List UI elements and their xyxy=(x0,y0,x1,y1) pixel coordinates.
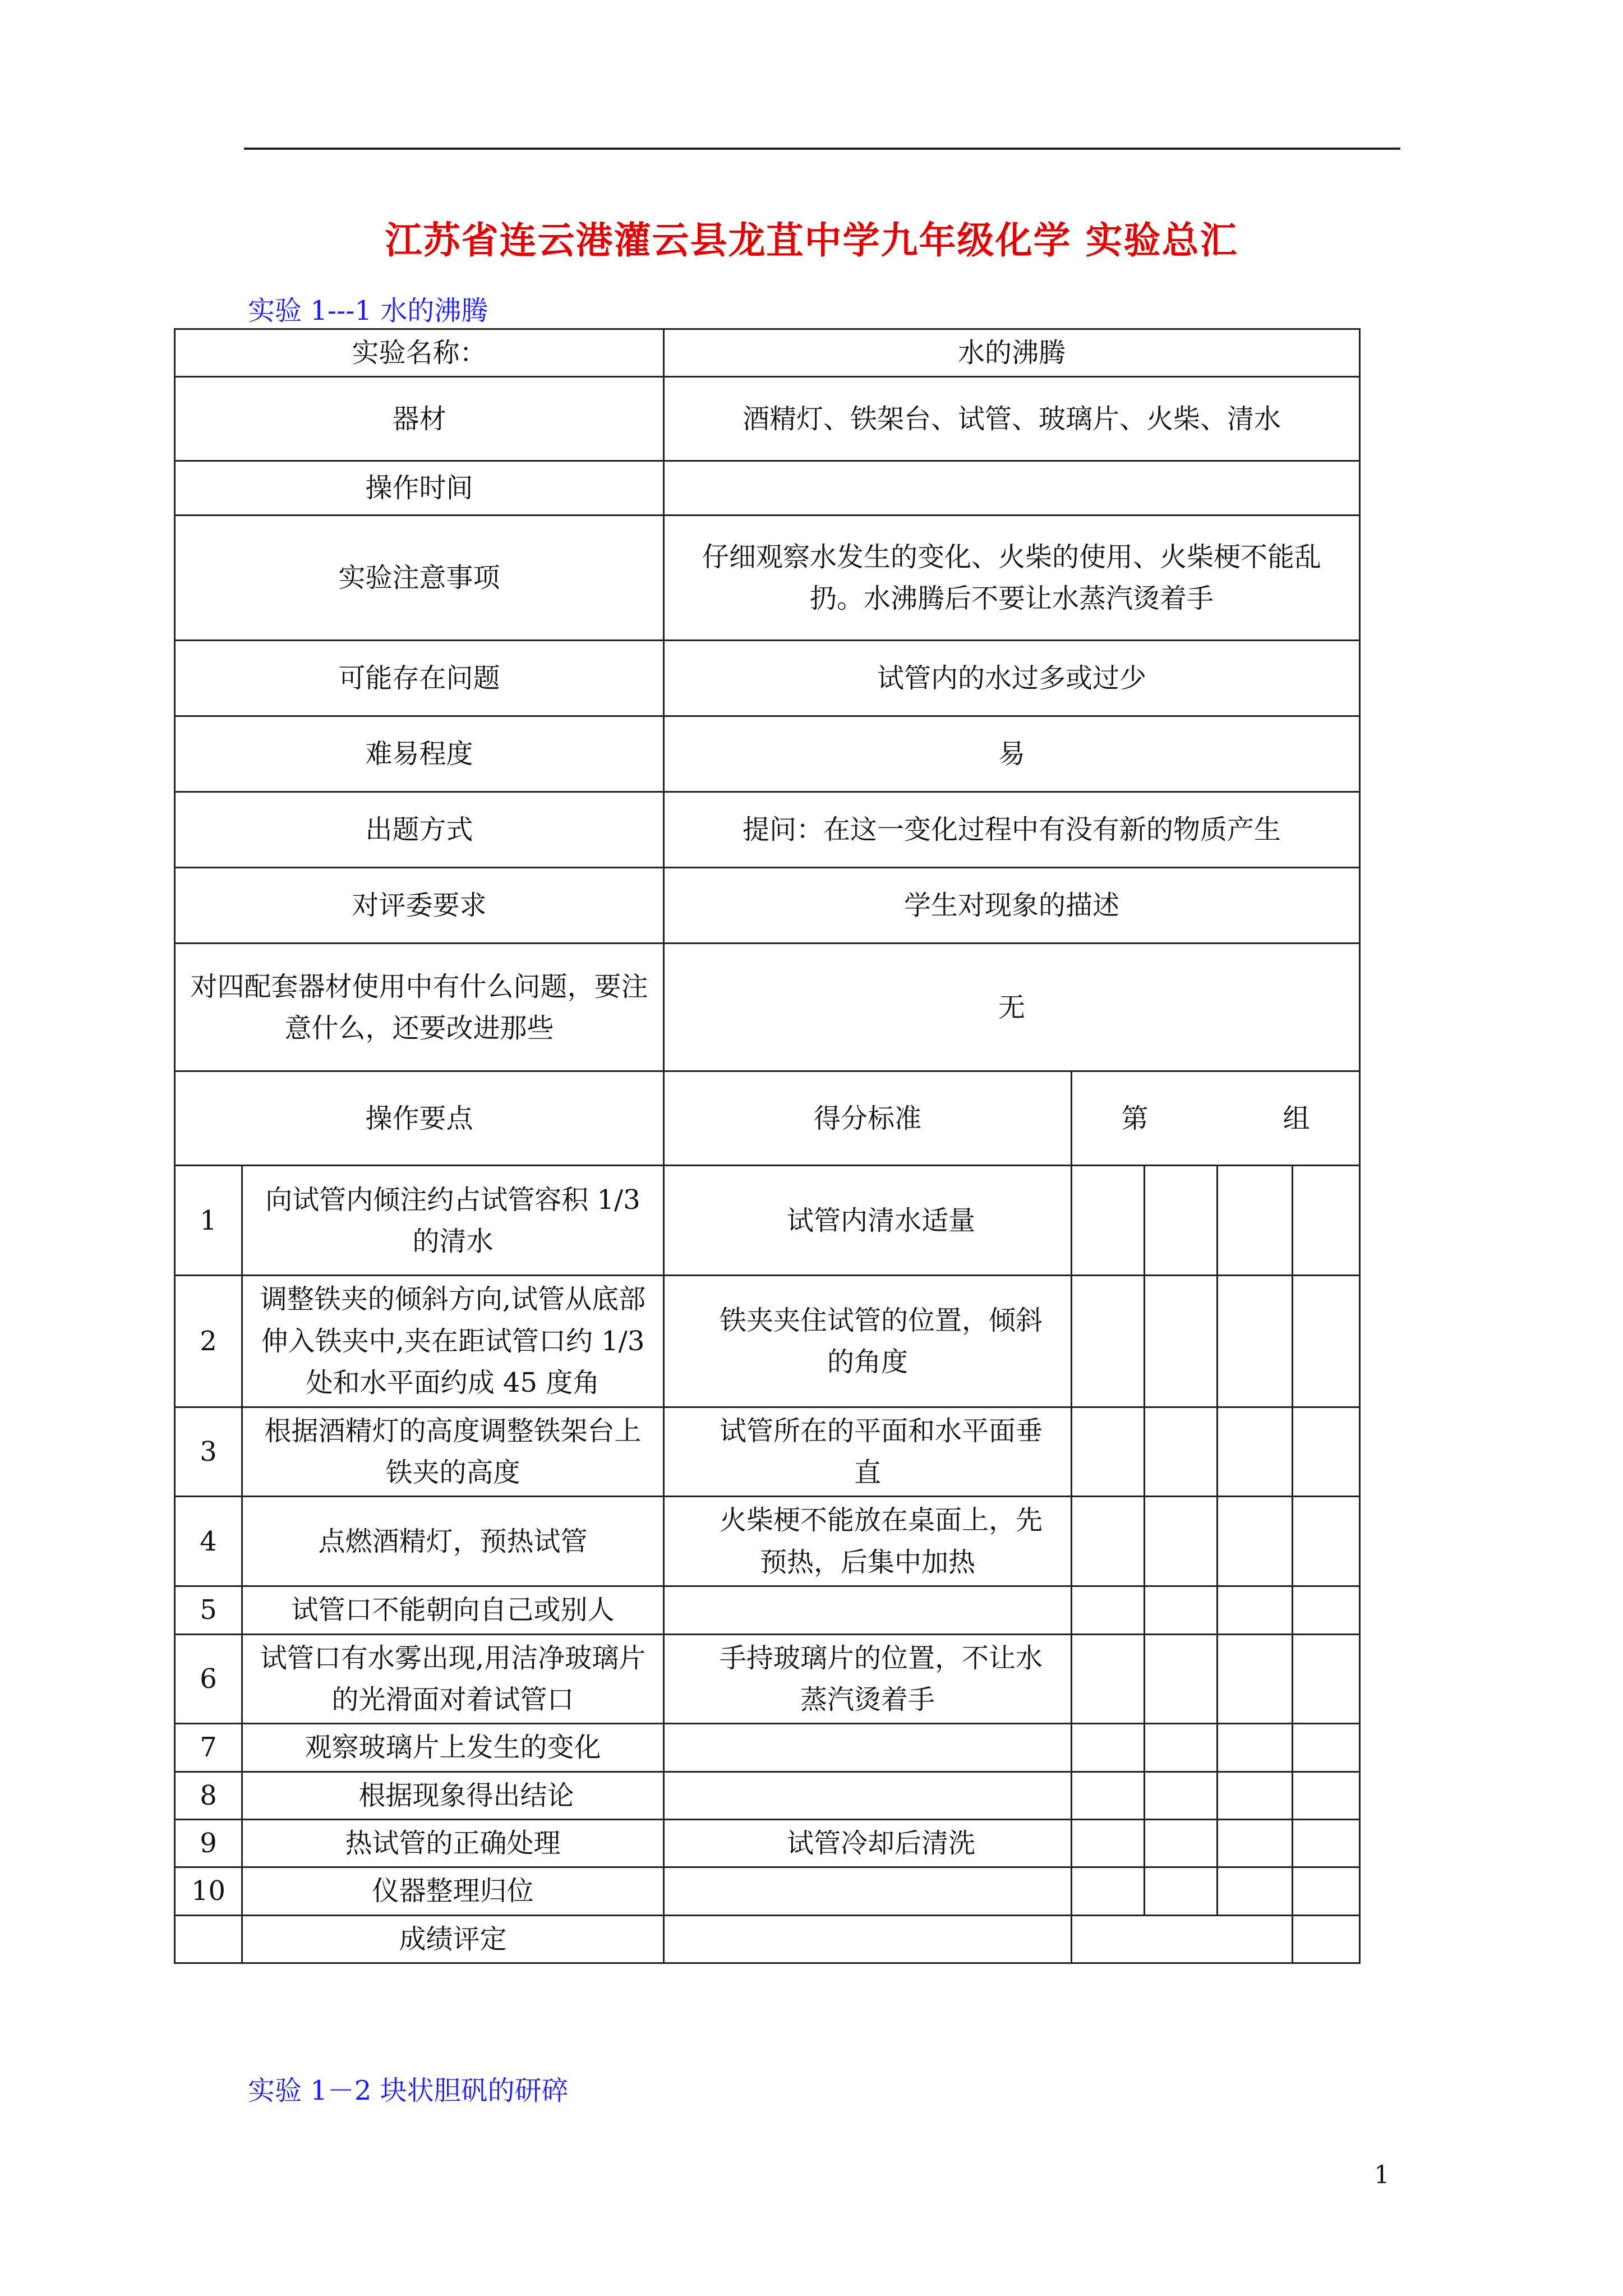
step-standard xyxy=(664,1772,1072,1819)
step-point: 仪器整理归位 xyxy=(242,1867,664,1915)
info-value: 无 xyxy=(664,944,1360,1071)
info-row xyxy=(175,792,1360,868)
step-standard xyxy=(664,1586,1072,1634)
info-row xyxy=(175,377,1360,461)
step-number: 8 xyxy=(175,1772,242,1819)
info-row xyxy=(175,641,1360,716)
step-standard xyxy=(664,1724,1072,1772)
experiment-table xyxy=(174,328,1361,1964)
score-cell[interactable] xyxy=(1072,1586,1145,1634)
score-cell[interactable] xyxy=(1293,1407,1360,1497)
info-row xyxy=(175,868,1360,944)
score-cell[interactable] xyxy=(1293,1586,1360,1634)
score-cell[interactable] xyxy=(1145,1166,1218,1276)
info-row xyxy=(175,944,1360,1071)
score-header-row xyxy=(175,1071,1360,1166)
step-row xyxy=(175,1166,1360,1276)
step-standard: 试管内清水适量 xyxy=(664,1166,1072,1276)
info-value: 仔细观察水发生的变化、火柴的使用、火柴梗不能乱扔。水沸腾后不要让水蒸汽烫着手 xyxy=(664,516,1360,641)
info-row xyxy=(175,461,1360,516)
grade-standard-cell xyxy=(664,1915,1072,1963)
step-point: 根据现象得出结论 xyxy=(242,1772,664,1819)
info-row xyxy=(175,716,1360,792)
step-row xyxy=(175,1634,1360,1724)
step-point: 试管口不能朝向自己或别人 xyxy=(242,1586,664,1634)
grade-score-cell[interactable] xyxy=(1072,1915,1293,1963)
score-cell[interactable] xyxy=(1293,1772,1360,1819)
info-value: 试管内的水过多或过少 xyxy=(664,641,1360,716)
score-cell[interactable] xyxy=(1072,1634,1145,1724)
section-title-experiment-1-1: 实验 1---1 水的沸腾 xyxy=(248,295,488,326)
score-cell[interactable] xyxy=(1072,1166,1145,1276)
score-cell[interactable] xyxy=(1072,1867,1145,1915)
score-cell[interactable] xyxy=(1218,1724,1293,1772)
score-cell[interactable] xyxy=(1293,1820,1360,1867)
grade-row xyxy=(175,1915,1360,1963)
step-point: 点燃酒精灯，预热试管 xyxy=(242,1497,664,1586)
score-cell[interactable] xyxy=(1072,1407,1145,1497)
step-point: 调整铁夹的倾斜方向,试管从底部伸入铁夹中,夹在距试管口约 1/3 处和水平面约成 45 度角 xyxy=(242,1276,664,1407)
score-cell[interactable] xyxy=(1218,1497,1293,1586)
step-point: 观察玻璃片上发生的变化 xyxy=(242,1724,664,1772)
step-number: 10 xyxy=(175,1867,242,1915)
step-number: 2 xyxy=(175,1276,242,1407)
step-number: 9 xyxy=(175,1820,242,1867)
score-cell[interactable] xyxy=(1218,1634,1293,1724)
header-group xyxy=(1072,1071,1360,1166)
info-value: 酒精灯、铁架台、试管、玻璃片、火柴、清水 xyxy=(664,377,1360,461)
info-label: 操作时间 xyxy=(175,461,664,516)
info-label: 难易程度 xyxy=(175,716,664,792)
info-row xyxy=(175,329,1360,377)
step-standard: 火柴梗不能放在桌面上，先预热，后集中加热 xyxy=(664,1497,1072,1586)
step-standard xyxy=(664,1867,1072,1915)
info-label: 器材 xyxy=(175,377,664,461)
score-cell[interactable] xyxy=(1218,1407,1293,1497)
step-row xyxy=(175,1586,1360,1634)
step-number: 3 xyxy=(175,1407,242,1497)
score-cell[interactable] xyxy=(1218,1586,1293,1634)
info-row xyxy=(175,516,1360,641)
info-value: 提问：在这一变化过程中有没有新的物质产生 xyxy=(664,792,1360,868)
score-cell[interactable] xyxy=(1218,1166,1293,1276)
info-value xyxy=(664,461,1360,516)
score-cell[interactable] xyxy=(1145,1867,1218,1915)
header-group-zu: 组 xyxy=(1283,1102,1310,1134)
step-point: 根据酒精灯的高度调整铁架台上铁夹的高度 xyxy=(242,1407,664,1497)
header-rule xyxy=(244,148,1400,150)
score-cell[interactable] xyxy=(1293,1634,1360,1724)
step-point: 热试管的正确处理 xyxy=(242,1820,664,1867)
info-value: 学生对现象的描述 xyxy=(664,868,1360,944)
score-cell[interactable] xyxy=(1145,1586,1218,1634)
score-cell[interactable] xyxy=(1072,1772,1145,1819)
step-standard: 手持玻璃片的位置，不让水蒸汽烫着手 xyxy=(664,1634,1072,1724)
step-row xyxy=(175,1820,1360,1867)
score-cell[interactable] xyxy=(1145,1634,1218,1724)
info-value: 易 xyxy=(664,716,1360,792)
header-operation-points: 操作要点 xyxy=(175,1071,664,1166)
step-number: 6 xyxy=(175,1634,242,1724)
score-cell[interactable] xyxy=(1145,1497,1218,1586)
score-cell[interactable] xyxy=(1293,1867,1360,1915)
score-cell[interactable] xyxy=(1145,1724,1218,1772)
step-row xyxy=(175,1867,1360,1915)
info-label: 实验名称： xyxy=(175,329,664,377)
info-label: 实验注意事项 xyxy=(175,516,664,641)
step-row xyxy=(175,1497,1360,1586)
info-value: 水的沸腾 xyxy=(664,329,1360,377)
score-cell[interactable] xyxy=(1072,1820,1145,1867)
info-label: 可能存在问题 xyxy=(175,641,664,716)
step-number: 7 xyxy=(175,1724,242,1772)
step-standard: 试管冷却后清洗 xyxy=(664,1820,1072,1867)
step-row xyxy=(175,1276,1360,1407)
score-cell[interactable] xyxy=(1145,1820,1218,1867)
score-cell[interactable] xyxy=(1293,1497,1360,1586)
score-cell[interactable] xyxy=(1293,1276,1360,1407)
page-number: 1 xyxy=(1374,2161,1390,2189)
score-cell[interactable] xyxy=(1072,1497,1145,1586)
document-title: 江苏省连云港灌云县龙苴中学九年级化学 实验总汇 xyxy=(385,219,1238,262)
step-row xyxy=(175,1724,1360,1772)
score-cell[interactable] xyxy=(1293,1915,1360,1963)
header-group-di: 第 xyxy=(1121,1102,1149,1134)
score-cell[interactable] xyxy=(1218,1276,1293,1407)
step-standard: 试管所在的平面和水平面垂直 xyxy=(664,1407,1072,1497)
score-cell[interactable] xyxy=(1293,1166,1360,1276)
score-cell[interactable] xyxy=(1072,1276,1145,1407)
info-label: 出题方式 xyxy=(175,792,664,868)
step-number: 1 xyxy=(175,1166,242,1276)
score-cell[interactable] xyxy=(1145,1772,1218,1819)
score-cell[interactable] xyxy=(1218,1820,1293,1867)
info-label: 对评委要求 xyxy=(175,868,664,944)
section-title-experiment-1-2: 实验 1－2 块状胆矾的研碎 xyxy=(248,2075,569,2106)
step-number: 4 xyxy=(175,1497,242,1586)
score-cell[interactable] xyxy=(1145,1407,1218,1497)
score-cell[interactable] xyxy=(1293,1724,1360,1772)
header-scoring-standard: 得分标准 xyxy=(664,1071,1072,1166)
step-point: 向试管内倾注约占试管容积 1/3 的清水 xyxy=(242,1166,664,1276)
score-cell[interactable] xyxy=(1218,1867,1293,1915)
grade-label: 成绩评定 xyxy=(242,1915,664,1963)
step-row xyxy=(175,1407,1360,1497)
score-cell[interactable] xyxy=(1072,1724,1145,1772)
step-number: 5 xyxy=(175,1586,242,1634)
grade-number-cell xyxy=(175,1915,242,1963)
score-cell[interactable] xyxy=(1218,1772,1293,1819)
info-label: 对四配套器材使用中有什么问题，要注意什么，还要改进那些 xyxy=(175,944,664,1071)
step-row xyxy=(175,1772,1360,1819)
step-point: 试管口有水雾出现,用洁净玻璃片的光滑面对着试管口 xyxy=(242,1634,664,1724)
score-cell[interactable] xyxy=(1145,1276,1218,1407)
step-standard: 铁夹夹住试管的位置，倾斜的角度 xyxy=(664,1276,1072,1407)
